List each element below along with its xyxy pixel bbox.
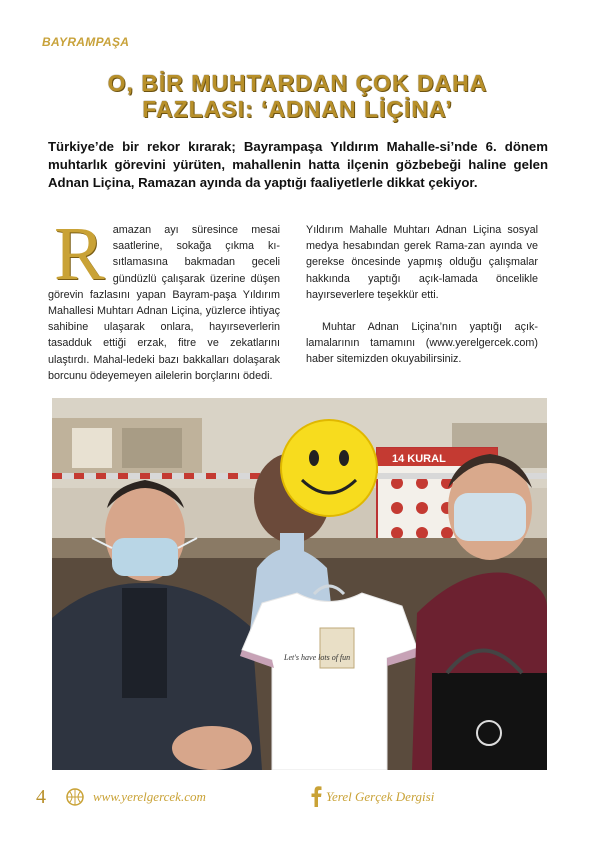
lead-paragraph: Türkiye’de bir rekor kırarak; Bayrampaşa Yıldırım Mahalle-si’nde 6. dönem muhtarlık görevini yürüten, mahallenin hatta ilçenin gözbebeği haline gelen Adnan Liçina, Ramazan ayında da yaptığı faaliyetlerle dikkat çekiyor.: [48, 139, 548, 190]
article-title: [30, 70, 565, 122]
drop-cap: R: [54, 212, 105, 296]
facebook-icon: [309, 785, 323, 812]
page-number: 4: [36, 786, 46, 808]
body-paragraph: Muhtar Adnan Liçina’nın yaptığı açık-lamalarının tamamını (www.yerelgercek.com) haber sitemizden okuyabilirsiniz.: [306, 321, 538, 366]
body-column-left: [48, 212, 280, 400]
section-label: BAYRAMPAŞA: [42, 35, 130, 49]
photo-illustration: [52, 398, 547, 770]
body-paragraph: amazan ayı süresince mesai saatlerine, sokağa çıkma kı-sıtlamasına bakmadan geceli gündüzlü çalışarak üzerine düşen görevin fazlasını yapan Bayram-paşa Yıldırım Mahallesi Muhtarı Adnan Liçina, yüzlerce ihtiyaç sahibine ulaşarak onlara, hayırseverlerin tasadduk ettiği erzak, fitre ve zekatlarını ulaştırdı. Mahal-ledeki bazı bakkalları dolaşarak borcunu ödeyemeyen ailelerin borçlarını ödedi.: [48, 224, 280, 382]
article-photo: [52, 398, 547, 770]
title-line-1: O, BİR MUHTARDAN ÇOK DAHA: [107, 70, 488, 96]
magazine-name: Yerel Gerçek Dergisi: [326, 789, 435, 804]
smiley-emoji-icon: [281, 420, 377, 516]
title-line-2: FAZLASI: ‘ADNAN LİÇİNA’: [142, 96, 453, 122]
poster-text: 14 KURAL: [392, 453, 446, 465]
body-column-right: [306, 222, 538, 384]
basketball-icon: [66, 788, 84, 811]
website-link[interactable]: www.yerelgercek.com: [93, 789, 206, 804]
shirt-text: Let's have lots of fun: [284, 653, 351, 662]
page-footer: [0, 782, 595, 812]
body-paragraph: Yıldırım Mahalle Muhtarı Adnan Liçina sosyal medya hesabından gerek Rama-zan ayında ve gerekse öncesinde yapmış olduğu çalışmalar hakkında yaptığı açık-lamada öncelikle hayırseverlere teşekkür etti.: [306, 224, 538, 301]
